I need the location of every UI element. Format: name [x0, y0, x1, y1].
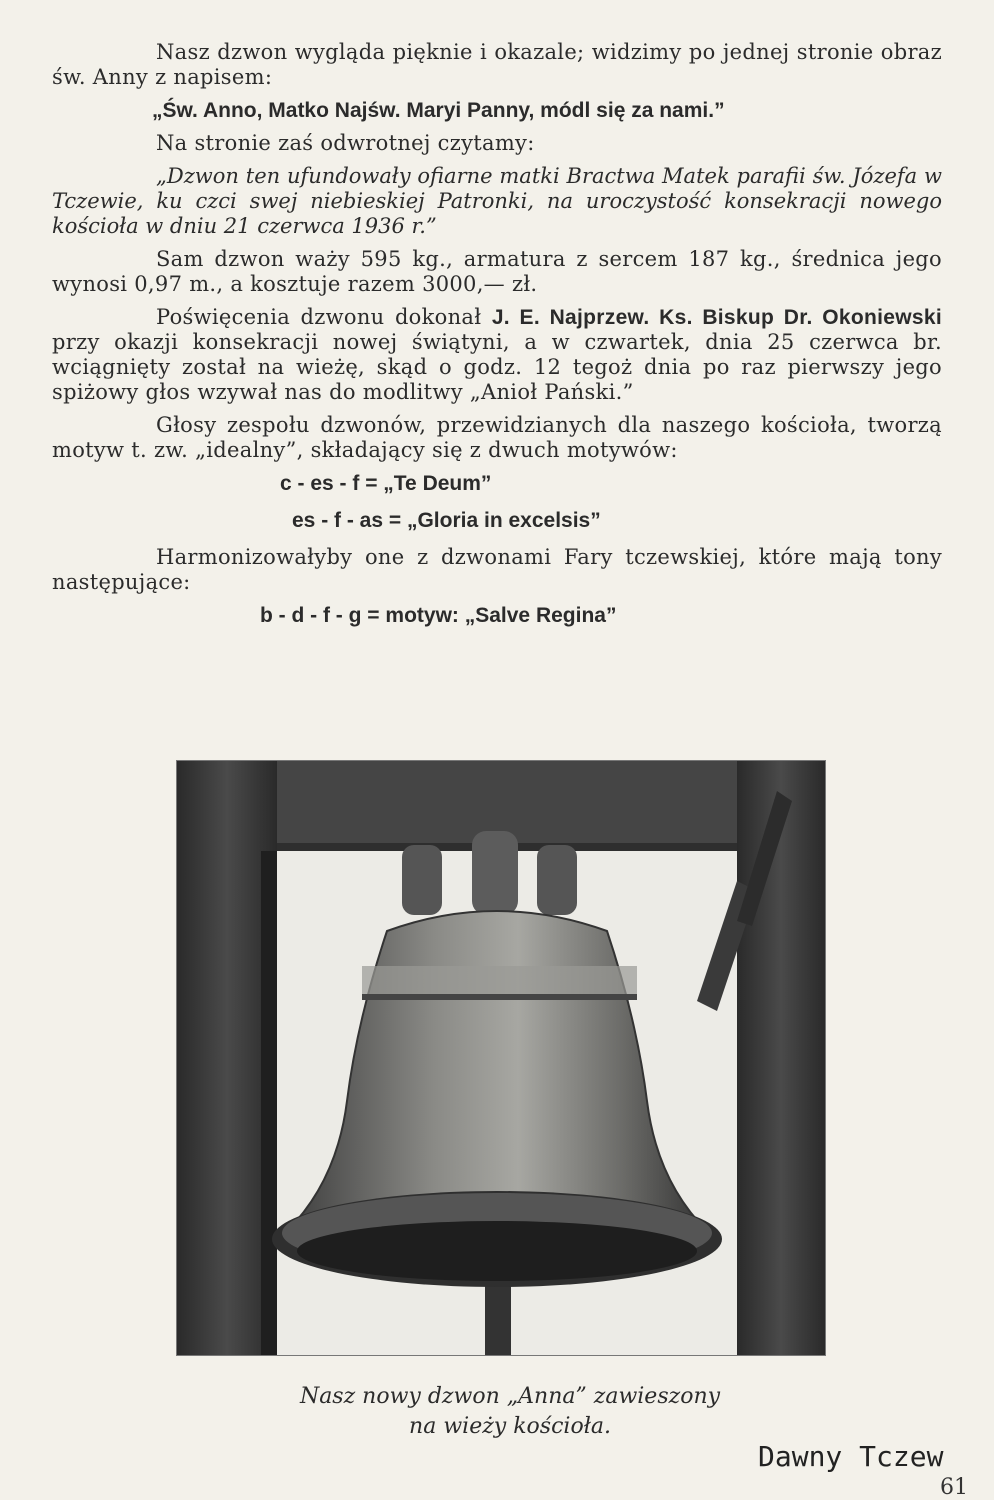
paragraph-specs: Sam dzwon waży 595 kg., armatura z sercem 187 kg., średnica jego wynosi 0,97 m., a kosztuje razem 3000,— zł.: [52, 247, 942, 296]
paragraph-consecration: [52, 305, 942, 405]
consecration-text-a: Poświęcenia dzwonu dokonał: [156, 305, 492, 329]
bell-illustration: [177, 761, 825, 1355]
formula-salve-regina: b - d - f - g = motyw: „Salve Regina”: [260, 604, 617, 627]
bell-photo: [176, 760, 826, 1356]
paragraph-reverse: Na stronie zaś odwrotnej czytamy:: [156, 131, 535, 155]
inscription-front: „Św. Anno, Matko Najśw. Maryi Panny, módl się za nami.”: [152, 99, 725, 122]
formula-te-deum: c - es - f = „Te Deum”: [280, 472, 492, 495]
caption-line-1: Nasz nowy dzwon „Anna” zawieszony: [299, 1384, 721, 1409]
paragraph-harmony: Harmonizowałyby one z dzwonami Fary tczewskiej, które mają tony następujące:: [52, 545, 942, 594]
bishop-name: J. E. Najprzew. Ks. Biskup Dr. Okoniewski: [491, 306, 942, 329]
watermark-text: Dawny Tczew: [758, 1440, 944, 1473]
inscription-back: „Dzwon ten ufundowały ofiarne matki Bractwa Matek parafii św. Józefa w Tczewie, ku czci swej niebieskiej Patronki, na uroczystość konsekracji nowego kościoła w dniu 21 czerwca 1936 r.”: [52, 164, 942, 238]
paragraph-intro: Nasz dzwon wygląda pięknie i okazale; widzimy po jednej stronie obraz św. Anny z napisem:: [52, 40, 942, 89]
formula-gloria: es - f - as = „Gloria in excelsis”: [292, 509, 601, 532]
caption-line-2: na wieży kościoła.: [409, 1414, 611, 1439]
photo-caption: [200, 1382, 820, 1442]
page-number: 61: [940, 1475, 968, 1500]
paragraph-motifs: Głosy zespołu dzwonów, przewidzianych dla naszego kościoła, tworzą motyw t. zw. „idealny”, składający się z dwuch motywów:: [52, 413, 942, 462]
text-block: [52, 40, 942, 640]
consecration-text-b: przy okazji konsekracji nowej świątyni, a w czwartek, dnia 25 czerwca br. wciągnięty został na wieżę, skąd o godz. 12 tegoż dnia po raz pierwszy jego spiżowy głos wzywał nas do modlitwy „Anioł Pański.”: [52, 330, 942, 404]
